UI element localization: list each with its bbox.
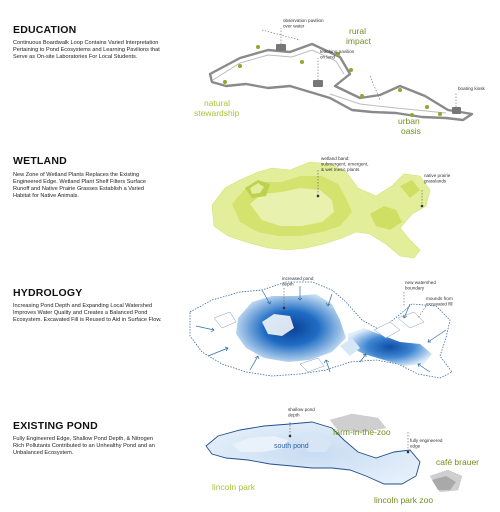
farm-in-the-zoo-label: farm-in-the-zoo bbox=[333, 427, 391, 437]
watershed-boundary-callout: new watershed boundary bbox=[405, 280, 436, 291]
education-description: Continuous Boardwalk Loop Contains Varied Interpretation Pertaining to Pond Ecosystems and Learning Pavilions that Serve as On-site Laboratories For Local Students. bbox=[13, 40, 160, 60]
existing-pond-diagram bbox=[206, 407, 479, 505]
teaching-pavilion-callout: teaching pavilion on land bbox=[320, 49, 355, 60]
existing-pond-description: Fully Engineered Edge, Shallow Pond Depth, & Nitrogen Rich Pollutants Contributed to an Unhealthy Pond and an Unbalanced Ecosystem. bbox=[13, 436, 155, 456]
hydrology-diagram bbox=[190, 276, 454, 378]
lincoln-park-label: lincoln park bbox=[212, 482, 255, 492]
observation-pavilion-callout: observation pavilion over water bbox=[283, 18, 324, 29]
pavilion-markers bbox=[276, 44, 461, 114]
wetland-band-callout: wetland band: submergent, emergent, & wet mesic plants bbox=[321, 156, 369, 172]
hydrology-description: Increasing Pond Depth and Expanding Local Watershed Improves Water Quality and Creates a Balanced Pond Ecosystem. Excavated Fill is Reused to Aid in Surface Flow. bbox=[13, 303, 162, 323]
lincoln-park-zoo-label: lincoln park zoo bbox=[374, 495, 434, 505]
wetland-diagram bbox=[212, 156, 452, 258]
mounds-callout: mounds from excavated fill bbox=[426, 296, 453, 307]
wetland-title: WETLAND bbox=[13, 155, 67, 167]
south-pond-label: south pond bbox=[274, 443, 309, 450]
existing-pond-title: EXISTING POND bbox=[13, 420, 98, 432]
shallow-depth-callout: shallow pond depth bbox=[288, 407, 315, 418]
wetland-description: New Zone of Wetland Plants Replaces the Existing Engineered Edge. Wetland Plant Shelf Filters Surface Runoff and Native Prairie Grasses Establish a Varied Habitat for Native Animals. bbox=[13, 172, 146, 199]
native-prairie-callout: native prairie grasslands bbox=[424, 173, 451, 184]
boating-kiosk-callout: boating kiosk bbox=[458, 86, 485, 91]
education-title: EDUCATION bbox=[13, 24, 77, 36]
education-diagram bbox=[194, 18, 486, 136]
hydrology-title: HYDROLOGY bbox=[13, 287, 83, 299]
engineered-edge-callout: fully engineered edge bbox=[410, 438, 443, 449]
increased-depth-callout: increased pond depth bbox=[282, 276, 314, 287]
boardwalk-loop bbox=[210, 44, 472, 120]
urban-oasis-label: urban oasis bbox=[398, 116, 421, 136]
cafe-brauer-label: café brauer bbox=[436, 457, 479, 467]
natural-stewardship-label: natural stewardship bbox=[194, 98, 240, 118]
rural-impact-label: rural impact bbox=[346, 26, 372, 46]
